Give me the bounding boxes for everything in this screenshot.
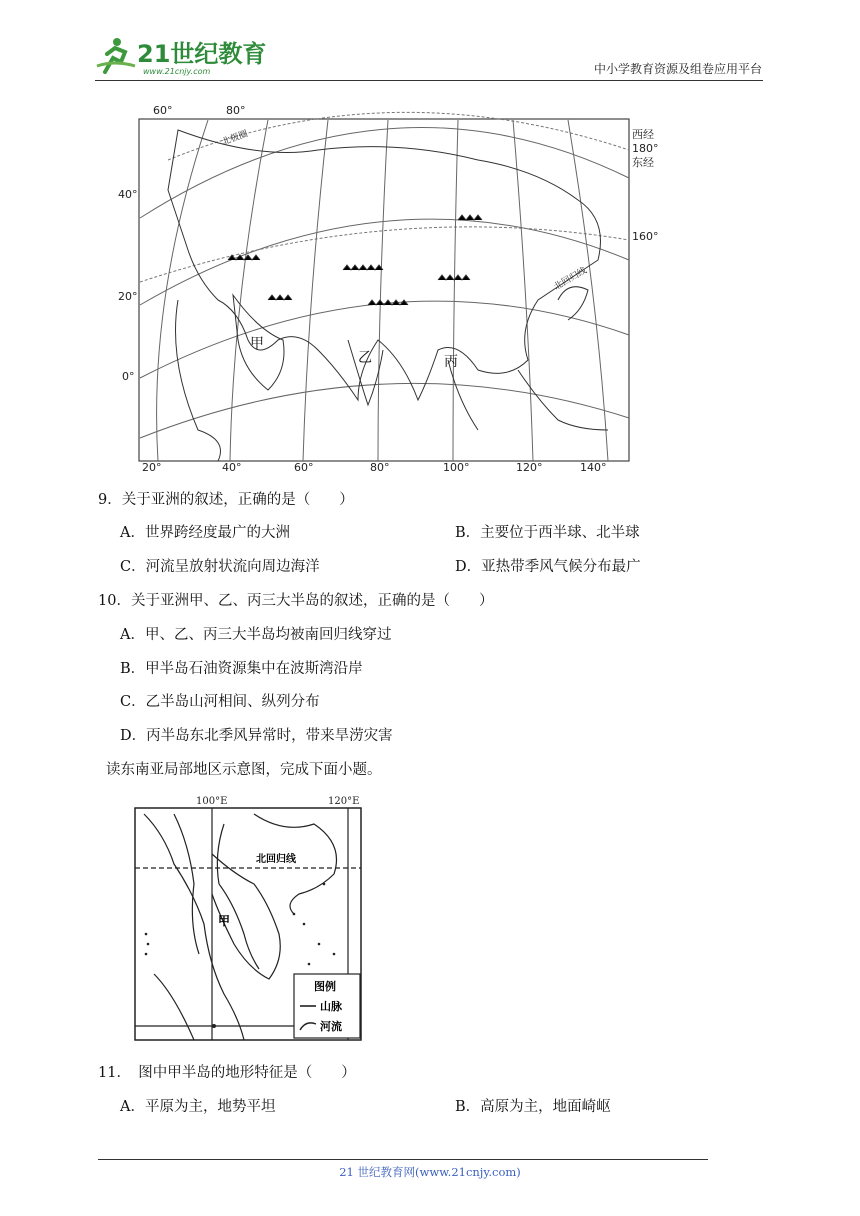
question-10-stem: 10．关于亚洲甲、乙、丙三大半岛的叙述，正确的是（ ）	[98, 593, 494, 609]
asia-map	[118, 100, 659, 475]
right-label: 东经	[632, 156, 654, 169]
right-label: 西经	[632, 128, 654, 141]
site-logo	[95, 32, 265, 80]
q9-option-b: B．主要位于西半球、北半球	[455, 525, 640, 541]
lat-label: 40°	[118, 188, 138, 201]
right-label: 160°	[632, 230, 659, 243]
q10-option-b: B．甲半岛石油资源集中在波斯湾沿岸	[120, 661, 363, 677]
legend-item: 河流	[320, 1020, 342, 1033]
footer-divider	[98, 1159, 708, 1160]
running-man-icon	[97, 38, 135, 72]
logo-text: 21世纪教育	[137, 40, 267, 68]
lon-label-bottom: 140°	[580, 461, 607, 474]
lon-label-bottom: 120°	[516, 461, 543, 474]
lat-label: 20°	[118, 290, 138, 303]
question-9-stem: 9．关于亚洲的叙述，正确的是（ ）	[98, 492, 354, 508]
q9-option-d: D．亚热带季风气候分布最广	[455, 559, 641, 575]
lat-label: 0°	[122, 370, 135, 383]
peninsula-label: 乙	[358, 350, 372, 366]
q10-option-d: D．丙半岛东北季风异常时，带来旱涝灾害	[120, 728, 393, 744]
tropic-label: 北回归线	[256, 854, 296, 865]
right-label: 180°	[632, 142, 659, 155]
logo-url: www.21cnjy.com	[143, 67, 211, 76]
q10-option-a: A．甲、乙、丙三大半岛均被南回归线穿过	[120, 627, 392, 643]
tropic-label: 北回归线	[552, 265, 589, 293]
lon-label-bottom: 80°	[370, 461, 390, 474]
lon-label-bottom: 20°	[142, 461, 162, 474]
header-divider	[95, 80, 763, 81]
southeast-asia-map	[134, 794, 369, 1042]
legend-item: 山脉	[320, 1000, 342, 1013]
q9-option-c: C．河流呈放射状流向周边海洋	[120, 559, 320, 575]
q11-option-b: B．高原为主，地面崎岖	[455, 1099, 611, 1115]
lon-label-bottom: 100°	[443, 461, 470, 474]
arctic-circle-label: 北极圈	[220, 129, 250, 148]
peninsula-label: 丙	[444, 354, 458, 370]
peninsula-label: 甲	[218, 914, 231, 928]
q10-option-c: C．乙半岛山河相间、纵列分布	[120, 694, 320, 710]
lon-label-bottom: 60°	[294, 461, 314, 474]
question-11-stem: 11． 图中甲半岛的地形特征是（ ）	[98, 1065, 356, 1081]
q9-option-a: A．世界跨经度最广的大洲	[120, 525, 290, 541]
lon-label: 100°E	[196, 796, 228, 807]
q11-option-a: A．平原为主，地势平坦	[120, 1099, 276, 1115]
header-platform-text: 中小学教育资源及组卷应用平台	[593, 62, 762, 76]
legend-title: 图例	[314, 980, 336, 993]
lon-label: 120°E	[328, 796, 360, 807]
section-intro: 读东南亚局部地区示意图，完成下面小题。	[106, 762, 382, 778]
footer-link[interactable]: 21 世纪教育网(www.21cnjy.com)	[339, 1165, 521, 1179]
lon-label-top: 60°	[153, 104, 173, 117]
map-legend	[294, 974, 360, 1038]
lon-label-top: 80°	[226, 104, 246, 117]
lon-label-bottom: 40°	[222, 461, 242, 474]
peninsula-label: 甲	[250, 336, 264, 352]
